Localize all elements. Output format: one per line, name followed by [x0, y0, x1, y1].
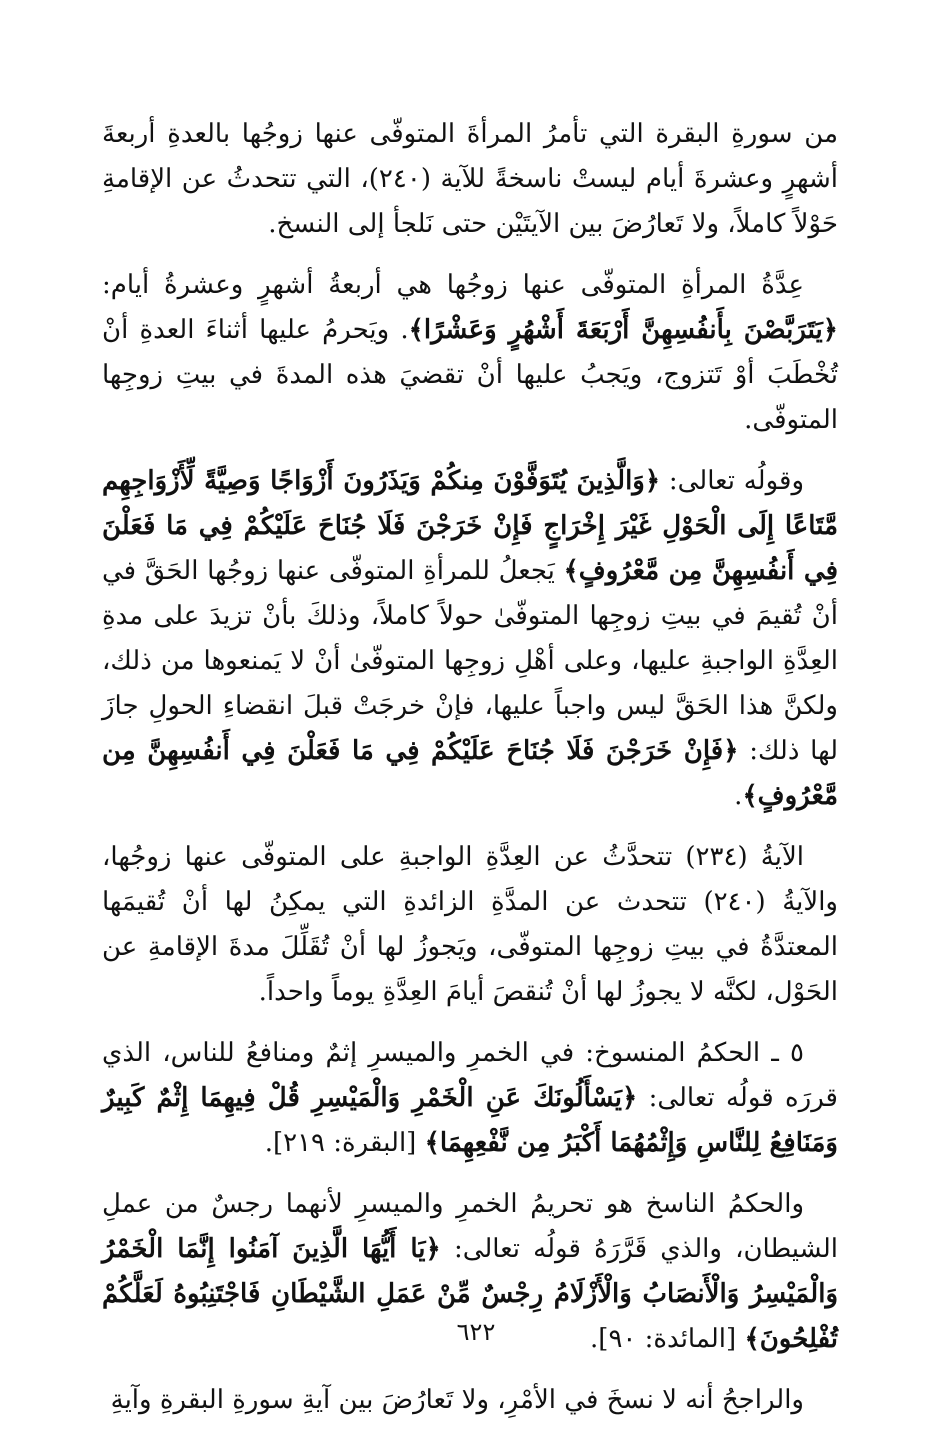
quran-verse: ﴿فَإِنْ خَرَجْنَ فَلَا جُنَاحَ عَلَيْكُمْ فِي مَا فَعَلْنَ فِي أَنفُسِهِنَّ مِن مَّعْرُوفٍ﴾: [102, 736, 838, 811]
paragraph-3-text: .: [734, 781, 743, 811]
paragraph-5-text: ٥ ـ الحكمُ المنسوخ: في الخمرِ والميسرِ إثمٌ ومنافعُ للناس، الذي قررَه قولُه تعالى:: [102, 1038, 838, 1113]
paragraph-3: [102, 459, 838, 819]
quran-verse: ﴿يَسْأَلُونَكَ عَنِ الْخَمْرِ وَالْمَيْسِرِ قُلْ فِيهِمَا إِثْمٌ كَبِيرٌ وَمَنَافِعُ لِلنَّاسِ وَإِثْمُهُمَا أَكْبَرُ مِن نَّفْعِهِمَا﴾: [102, 1083, 838, 1158]
paragraph-6-text: والحكمُ الناسخ هو تحريمُ الخمرِ والميسرِ لأنهما رجسٌ من عملِ الشيطان، والذي قَرَّرَهُ قولُه تعالى:: [102, 1189, 838, 1264]
quran-verse: ﴿وَالَّذِينَ يُتَوَفَّوْنَ مِنكُمْ وَيَذَرُونَ أَزْوَاجًا وَصِيَّةً لِّأَزْوَاجِهِم مَّتَاعًا إِلَى الْحَوْلِ غَيْرَ إِخْرَاجٍ فَإِنْ خَرَجْنَ فَلَا جُنَاحَ عَلَيْكُمْ فِي مَا فَعَلْنَ فِي أَنفُسِهِنَّ مِن مَّعْرُوفٍ﴾: [102, 466, 838, 586]
quran-verse: ﴿يَا أَيُّهَا الَّذِينَ آمَنُوا إِنَّمَا الْخَمْرُ وَالْمَيْسِرُ وَالْأَنصَابُ وَالْأَزْلَامُ رِجْسٌ مِّنْ عَمَلِ الشَّيْطَانِ فَاجْتَنِبُوهُ لَعَلَّكُمْ تُفْلِحُونَ﴾: [102, 1234, 838, 1354]
paragraph-1: [102, 112, 838, 247]
paragraph-7: [102, 1378, 838, 1423]
page-body: [102, 112, 838, 1439]
paragraph-2-text: عِدَّةُ المرأةِ المتوفّى عنها زوجُها هي أربعةُ أشهرٍ وعشرةُ أيام:: [102, 270, 804, 300]
paragraph-4-text: الآيةُ (٢٣٤) تتحدَّثُ عن العِدَّةِ الواجبةِ على المتوفّى عنها زوجُها، والآيةُ (٢٤٠) تتحدث عن المدَّةِ الزائدةِ التي يمكِنُ لها أنْ تُقيمَها المعتدَّةُ في بيتِ زوجِها المتوفّى، ويَجوزُ لها أنْ تُقَلِّلَ مدةَ الإقامةِ عن الحَوْل، لكنَّه لا يجوزُ لها أنْ تُنقصَ أيامَ العِدَّةِ يوماً واحداً.: [102, 842, 838, 1007]
quran-verse: ﴿يَتَرَبَّصْنَ بِأَنفُسِهِنَّ أَرْبَعَةَ أَشْهُرٍ وَعَشْرًا﴾: [408, 315, 838, 345]
paragraph-2: [102, 263, 838, 443]
page-number: ٦٢٢: [456, 1318, 496, 1346]
paragraph-2-text: . ويَحرمُ عليها أثناءَ العدةِ أنْ تُخْطَبَ أوْ تَتزوج، ويَجبُ عليها أنْ تقضيَ هذه المدةَ في بيتِ زوجِها المتوفّى.: [102, 315, 838, 435]
paragraph-7-text: والراجحُ أنه لا نسخَ في الأمْرِ، ولا تَعارُضَ بين آيةِ سورةِ البقرةِ وآيةِ: [110, 1385, 804, 1415]
paragraph-6-text: [المائدة: ٩٠].: [590, 1324, 745, 1354]
paragraph-5-text: [البقرة: ٢١٩].: [264, 1128, 425, 1158]
paragraph-5: [102, 1031, 838, 1166]
paragraph-4: [102, 835, 838, 1015]
paragraph-1-text: من سورةِ البقرة التي تأمرُ المرأةَ المتوفّى عنها زوجُها بالعدةِ أربعةَ أشهرٍ وعشرةَ أيام ليستْ ناسخةً للآية (٢٤٠)، التي تتحدثُ عن الإقامةِ حَوْلاً كاملاً، ولا تَعارُضَ بين الآيتَيْن حتى نَلجأ إلى النسخ.: [102, 119, 838, 239]
paragraph-3-text: وقولُه تعالى:: [660, 466, 804, 496]
paragraph-3-text: يَجعلُ للمرأةِ المتوفّى عنها زوجُها الحَقَّ في أنْ تُقيمَ في بيتِ زوجِها المتوفّىٰ حولاً كاملاً، وذلكَ بأنْ تزيدَ على مدةِ العِدَّةِ الواجبةِ عليها، وعلى أهْلِ زوجِها المتوفّىٰ أنْ لا يَمنعوها من ذلك، ولكنَّ هذا الحَقَّ ليس واجباً عليها، فإنْ خرجَتْ قبلَ انقضاءِ الحولِ جازَ لها ذلك:: [102, 556, 838, 766]
